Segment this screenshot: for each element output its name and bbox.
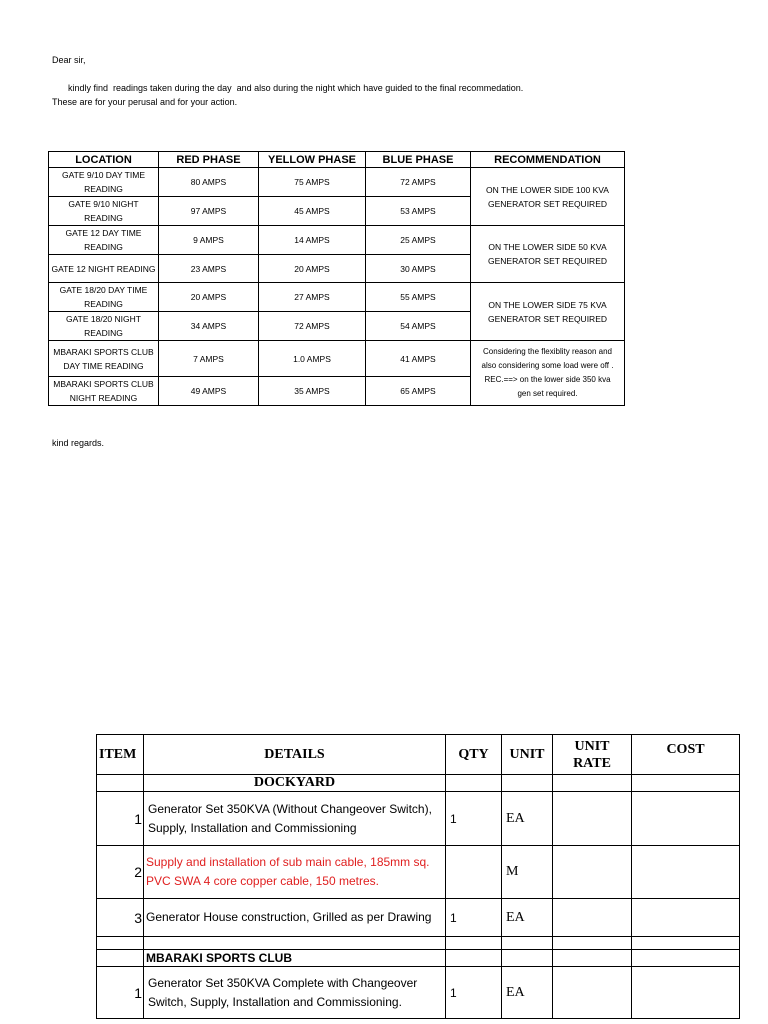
header-unit-rate: UNIT RATE [553, 735, 632, 775]
header-location: LOCATION [49, 152, 159, 168]
yellow-phase-cell: 20 AMPS [259, 255, 366, 283]
blue-phase-cell: 25 AMPS [366, 226, 471, 255]
item-details: Generator House construction, Grilled as per Drawing [144, 899, 446, 937]
spacer-row [97, 937, 740, 950]
readings-header-row [49, 152, 625, 168]
red-phase-cell: 20 AMPS [159, 283, 259, 312]
red-phase-cell: 23 AMPS [159, 255, 259, 283]
blue-phase-cell: 41 AMPS [366, 341, 471, 377]
item-unit: EA [502, 899, 553, 937]
red-phase-cell: 97 AMPS [159, 197, 259, 226]
red-phase-cell: 80 AMPS [159, 168, 259, 197]
empty-cell [97, 937, 144, 950]
empty-cell [502, 775, 553, 792]
blue-phase-cell: 72 AMPS [366, 168, 471, 197]
blue-phase-cell: 65 AMPS [366, 377, 471, 406]
table-row [97, 899, 740, 937]
blue-phase-cell: 53 AMPS [366, 197, 471, 226]
table-row [49, 341, 625, 377]
red-phase-cell: 49 AMPS [159, 377, 259, 406]
item-cost [632, 967, 740, 1019]
item-details: Generator Set 350KVA Complete with Changeover Switch, Supply, Installation and Commissioning. [144, 967, 446, 1019]
header-unit: UNIT [502, 735, 553, 775]
letter-line-2: These are for your perusal and for your action. [52, 97, 238, 107]
item-number: 1 [97, 792, 144, 846]
item-unit-rate [553, 899, 632, 937]
item-unit-rate [553, 846, 632, 899]
item-number: 3 [97, 899, 144, 937]
location-cell: MBARAKI SPORTS CLUB NIGHT READING [49, 377, 159, 406]
section-row [97, 950, 740, 967]
table-row [49, 283, 625, 312]
quote-header-row [97, 735, 740, 775]
yellow-phase-cell: 14 AMPS [259, 226, 366, 255]
table-row [97, 792, 740, 846]
table-row [49, 168, 625, 197]
yellow-phase-cell: 1.0 AMPS [259, 341, 366, 377]
recommendation-cell: ON THE LOWER SIDE 50 KVA GENERATOR SET REQUIRED [471, 226, 625, 283]
empty-cell [446, 937, 502, 950]
item-qty: 1 [446, 967, 502, 1019]
item-number: 2 [97, 846, 144, 899]
table-row [97, 967, 740, 1019]
letter-line-1: kindly find readings taken during the day and also during the night which have guided to the final recommedation. [68, 83, 524, 93]
empty-cell [553, 950, 632, 967]
yellow-phase-cell: 75 AMPS [259, 168, 366, 197]
empty-cell [446, 950, 502, 967]
empty-cell [553, 937, 632, 950]
recommendation-cell: ON THE LOWER SIDE 100 KVA GENERATOR SET REQUIRED [471, 168, 625, 226]
item-details: Supply and installation of sub main cable, 185mm sq. PVC SWA 4 core copper cable, 150 metres. [144, 846, 446, 899]
section-title-mbaraki: MBARAKI SPORTS CLUB [144, 950, 446, 967]
item-unit-rate [553, 792, 632, 846]
empty-cell [97, 775, 144, 792]
table-row [49, 226, 625, 255]
header-details: DETAILS [144, 735, 446, 775]
location-cell: GATE 9/10 DAY TIME READING [49, 168, 159, 197]
yellow-phase-cell: 35 AMPS [259, 377, 366, 406]
header-red-phase: RED PHASE [159, 152, 259, 168]
red-phase-cell: 9 AMPS [159, 226, 259, 255]
empty-cell [632, 775, 740, 792]
empty-cell [144, 937, 446, 950]
yellow-phase-cell: 45 AMPS [259, 197, 366, 226]
item-qty: 1 [446, 899, 502, 937]
blue-phase-cell: 30 AMPS [366, 255, 471, 283]
item-unit-rate [553, 967, 632, 1019]
item-number: 1 [97, 967, 144, 1019]
header-cost: COST [632, 735, 740, 775]
header-yellow-phase: YELLOW PHASE [259, 152, 366, 168]
header-qty: QTY [446, 735, 502, 775]
item-cost [632, 899, 740, 937]
location-cell: MBARAKI SPORTS CLUB DAY TIME READING [49, 341, 159, 377]
section-row [97, 775, 740, 792]
empty-cell [97, 950, 144, 967]
readings-table [48, 151, 625, 406]
empty-cell [632, 950, 740, 967]
item-details: Generator Set 350KVA (Without Changeover Switch), Supply, Installation and Commissioning [144, 792, 446, 846]
red-phase-cell: 7 AMPS [159, 341, 259, 377]
empty-cell [553, 775, 632, 792]
location-cell: GATE 18/20 NIGHT READING [49, 312, 159, 341]
location-cell: GATE 12 DAY TIME READING [49, 226, 159, 255]
blue-phase-cell: 54 AMPS [366, 312, 471, 341]
location-cell: GATE 9/10 NIGHT READING [49, 197, 159, 226]
empty-cell [446, 775, 502, 792]
item-cost [632, 792, 740, 846]
item-qty: 1 [446, 792, 502, 846]
item-unit: M [502, 846, 553, 899]
closing: kind regards. [52, 438, 105, 448]
red-phase-cell: 34 AMPS [159, 312, 259, 341]
item-qty [446, 846, 502, 899]
header-item: ITEM [97, 735, 144, 775]
location-cell: GATE 12 NIGHT READING [49, 255, 159, 283]
item-unit: EA [502, 967, 553, 1019]
table-row [97, 846, 740, 899]
section-title-dockyard: DOCKYARD [144, 775, 446, 792]
blue-phase-cell: 55 AMPS [366, 283, 471, 312]
empty-cell [632, 937, 740, 950]
salutation: Dear sir, [52, 55, 86, 65]
yellow-phase-cell: 72 AMPS [259, 312, 366, 341]
empty-cell [502, 937, 553, 950]
quotation-table [96, 734, 740, 1019]
header-recommendation: RECOMMENDATION [471, 152, 625, 168]
item-unit: EA [502, 792, 553, 846]
yellow-phase-cell: 27 AMPS [259, 283, 366, 312]
recommendation-cell: ON THE LOWER SIDE 75 KVA GENERATOR SET REQUIRED [471, 283, 625, 341]
empty-cell [502, 950, 553, 967]
header-blue-phase: BLUE PHASE [366, 152, 471, 168]
item-cost [632, 846, 740, 899]
location-cell: GATE 18/20 DAY TIME READING [49, 283, 159, 312]
recommendation-cell: Considering the flexiblity reason and also considering some load were off . REC.==> on the lower side 350 kva gen set required. [471, 341, 625, 406]
